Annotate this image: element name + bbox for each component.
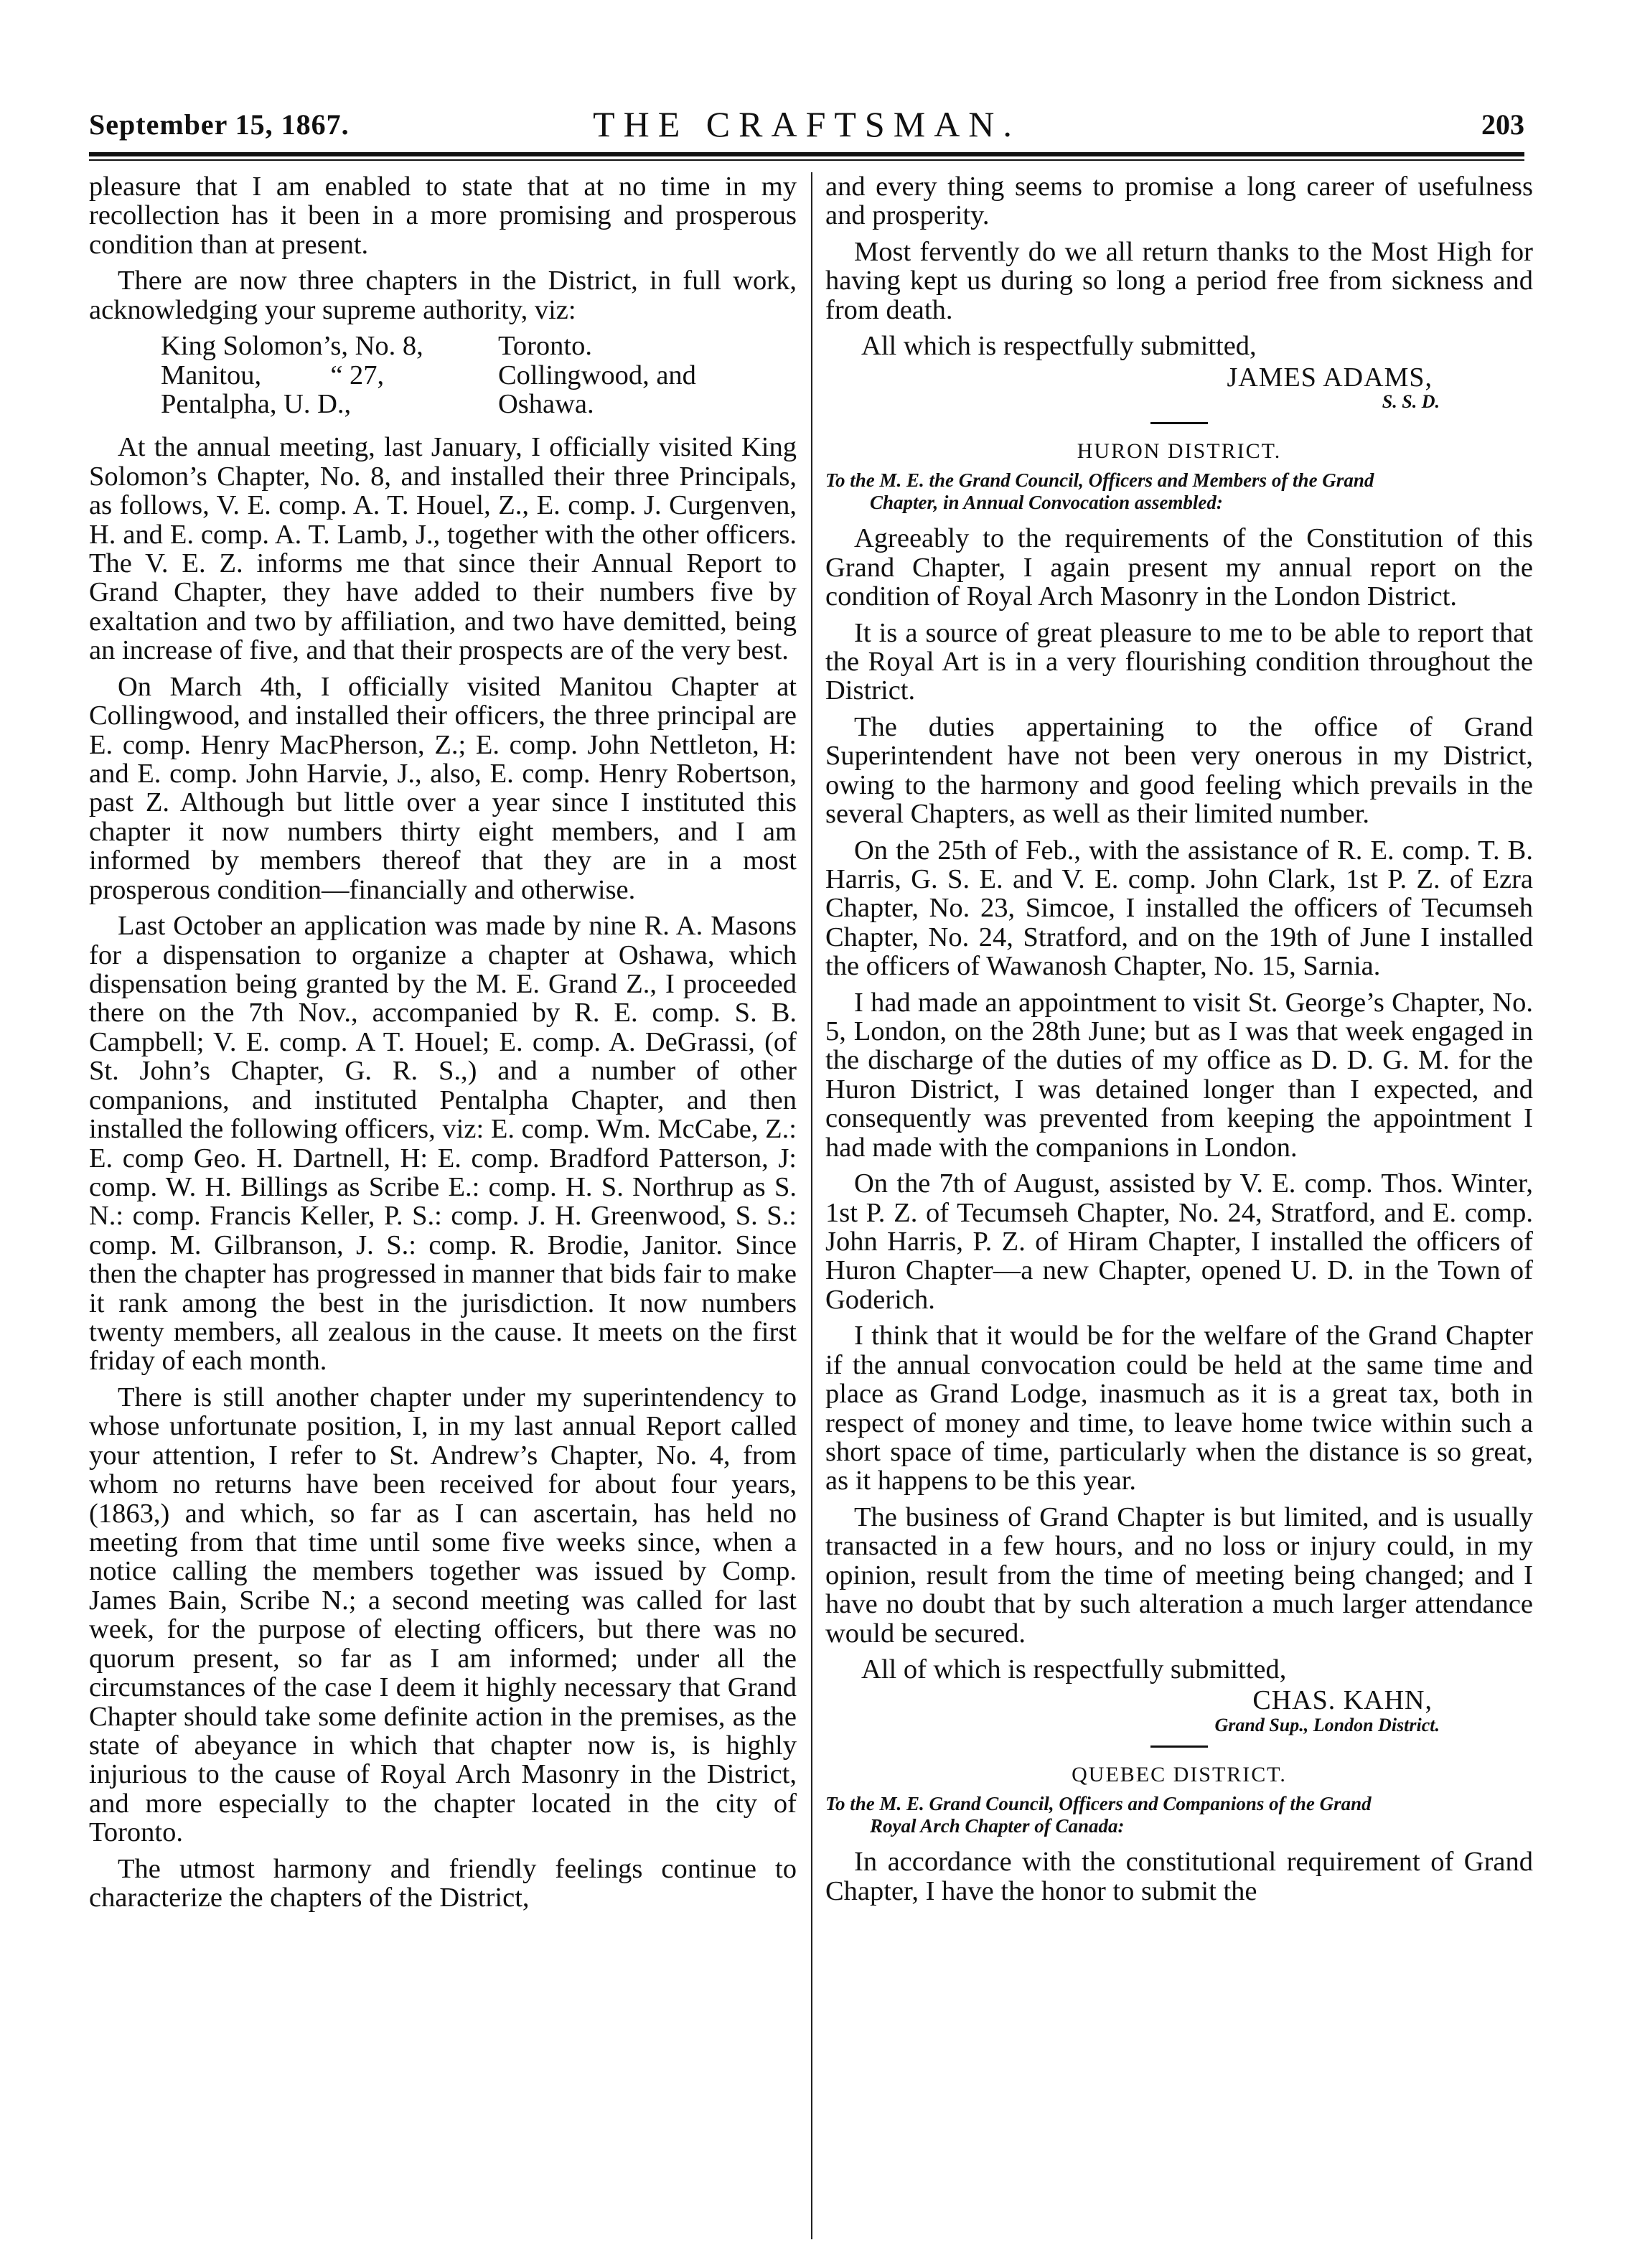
chapter-location: Oshawa. bbox=[498, 388, 594, 419]
section-divider bbox=[1150, 1745, 1208, 1748]
paragraph: There is still another chapter under my superintendency to whose unfortunate position, I, in my last annual Report called your attention, I refer to St. Andrew’s Chapter, No. 4, from whom no returns have been received for about four years, (1863,) and which, so far as I can ascertain, has held no meeting from that time until some five weeks since, when a notice calling the members together was issued by Comp. James Bain, Scribe N.; a second meeting was called for last week, for the purpose of electing officers, but there was no quorum present, so far as I am informed; under all the circumstances of the case I deem it highly necessary that Grand Chapter should take some definite action in the premises, as the state of abeyance in which that chapter now is, is highly injurious to the cause of Royal Arch Masonry in the District, and more especially to the chapter located in the city of Toronto. bbox=[89, 1382, 797, 1848]
signature-block bbox=[825, 332, 1533, 412]
paragraph: In accordance with the constitutional requirement of Grand Chapter, I have the honor to submit the bbox=[825, 1847, 1533, 1906]
chapter-name: Pentalpha, U. D., bbox=[161, 388, 352, 419]
address-line bbox=[825, 1793, 1533, 1837]
section-heading: HURON DISTRICT. bbox=[1077, 439, 1282, 463]
chapter-location: Toronto. bbox=[498, 331, 592, 362]
chapter-name: King Solomon’s, No. 8, bbox=[161, 331, 423, 362]
left-column bbox=[89, 172, 797, 1919]
paragraph: Last October an application was made by nine R. A. Masons for a dispensation to organize a chapter at Oshawa, which dispensation being granted by the M. E. Grand Z., I proceeded there on the 7th Nov., accompanied by R. E. comp. S. B. Campbell; V. E. comp. A T. Houel; E. comp. A. DeGrassi, (of St. John’s Chapter, G. R. S.,) and a number of other companions, and instituted Pentalpha Chapter, and then installed the following officers, viz: E. comp. Wm. McCabe, Z.: E. comp Geo. H. Dartnell, H: E. comp. Bradford Patterson, J: comp. W. H. Billings as Scribe E.: comp. H. S. Northrup as S. N.: comp. Francis Keller, P. S.: comp. J. H. Greenwood, S. S.: comp. M. Gilbranson, J. S.: comp. R. Brodie, Janitor. Since then the chapter has progressed in manner that bids fair to make it rank among the best in the jurisdiction. It now numbers twenty members, all zealous in the cause. It meets on the first friday of each month. bbox=[89, 911, 797, 1377]
paragraph: and every thing seems to promise a long career of usefulness and prosperity. bbox=[825, 172, 1533, 231]
paragraph: On the 7th of August, assisted by V. E. comp. Thos. Winter, 1st P. Z. of Tecumseh Chapter, No. 24, Stratford, and E. comp. John Harris, P. Z. of Hiram Chapter, I installed the officers of Huron Chapter—a new Chapter, opened U. D. in the Town of Goderich. bbox=[825, 1168, 1533, 1315]
paragraph: The duties appertaining to the office of Grand Superintendent have not been very onerous in my District, owing to the harmony and good feeling which prevails in the several Chapters, as well as their limited number. bbox=[825, 711, 1533, 830]
signatory-title: S. S. D. bbox=[1382, 391, 1440, 413]
chapter-location: Collingwood, and bbox=[498, 360, 696, 390]
list-item bbox=[161, 332, 797, 360]
paragraph: On the 25th of Feb., with the assistance of R. E. comp. T. B. Harris, G. S. E. and V. E. comp. John Clark, 1st P. Z. of Ezra Chapter, No. 23, Simcoe, I installed the officers of Tecumseh Chapter, No. 24, Stratford, and on the 19th of June I installed the officers of Wawanosh Chapter, No. 15, Sarnia. bbox=[825, 835, 1533, 982]
page-header bbox=[89, 104, 1524, 151]
paragraph: It is a source of great pleasure to me to be able to report that the Royal Art is in a very flourishing condition throughout the District. bbox=[825, 617, 1533, 706]
header-date: September 15, 1867. bbox=[89, 108, 350, 141]
header-rule bbox=[89, 152, 1524, 156]
signatory-title: Grand Sup., London District. bbox=[1214, 1715, 1440, 1736]
chapter-list bbox=[161, 332, 797, 418]
address-line-2: Chapter, in Annual Convocation assembled: bbox=[870, 492, 1223, 514]
chapter-name: Manitou, “ 27, bbox=[161, 360, 385, 390]
paragraph: There are now three chapters in the District, in full work, acknowledging your supreme authority, viz: bbox=[89, 266, 797, 325]
signatory-name: JAMES ADAMS, bbox=[1227, 362, 1433, 393]
section-divider bbox=[1150, 422, 1208, 424]
paragraph: Agreeably to the requirements of the Constitution of this Grand Chapter, I again present my annual report on the condition of Royal Arch Masonry in the London District. bbox=[825, 523, 1533, 612]
paragraph: Most fervently do we all return thanks to the Most High for having kept us during so long a period free from sickness and from death. bbox=[825, 236, 1533, 325]
list-item bbox=[161, 361, 797, 390]
list-item bbox=[161, 390, 797, 418]
paragraph: The business of Grand Chapter is but limited, and is usually transacted in a few hours, and no loss or injury could, in my opinion, result from the time of meeting being changed; and I have no doubt that by such alteration a much larger attendance would be secured. bbox=[825, 1501, 1533, 1649]
masthead-title: THE CRAFTSMAN. bbox=[593, 104, 1021, 144]
paragraph: On March 4th, I officially visited Manitou Chapter at Collingwood, and installed their officers, the three principal are E. comp. Henry MacPherson, Z.; E. comp. John Nettleton, H: and E. comp. John Harvie, J., also, E. comp. Henry Robertson, past Z. Although but little over a year since I instituted this chapter it now numbers thirty eight members, and I am informed by members thereof that they are in a most prosperous condition—financially and otherwise. bbox=[89, 671, 797, 905]
right-column bbox=[825, 172, 1533, 1913]
submitted-line: All which is respectfully submitted, bbox=[861, 331, 1257, 362]
header-rule-thin bbox=[89, 159, 1524, 161]
paragraph: I think that it would be for the welfare of the Grand Chapter if the annual convocation could be held at the same time and place as Grand Lodge, inasmuch as it is a great tax, both in respect of money and time, to leave home twice within such a short space of time, particularly when the distance is so great, as it happens to be this year. bbox=[825, 1321, 1533, 1496]
address-line bbox=[825, 469, 1533, 514]
address-line-2: Royal Arch Chapter of Canada: bbox=[870, 1815, 1125, 1837]
signatory-name: CHAS. KAHN, bbox=[1252, 1685, 1433, 1716]
page-number: 203 bbox=[1481, 108, 1524, 141]
column-divider bbox=[811, 172, 812, 2239]
paragraph: pleasure that I am enabled to state that at no time in my recollection has it been in a more promising and prosperous condition than at present. bbox=[89, 172, 797, 260]
address-line-1: To the M. E. Grand Council, Officers and Companions of the Grand bbox=[825, 1793, 1372, 1815]
address-line-1: To the M. E. the Grand Council, Officers and Members of the Grand bbox=[825, 469, 1374, 492]
paragraph: I had made an appointment to visit St. George’s Chapter, No. 5, London, on the 28th June; but as I was that week engaged in the discharge of the duties of my office as D. D. G. M. for the Huron District, I was detained longer than I expected, and consequently was prevented from keeping the appointment I had made with the companions in London. bbox=[825, 987, 1533, 1163]
section-heading: QUEBEC DISTRICT. bbox=[1072, 1762, 1287, 1786]
paragraph: At the annual meeting, last January, I officially visited King Solomon’s Chapter, No. 8, and installed their three Principals, as follows, V. E. comp. A. T. Houel, Z., E. comp. J. Curgenven, H. and E. comp. A. T. Lamb, J., together with the other officers. The V. E. Z. informs me that since their Annual Report to Grand Chapter, they have added to their numbers five by exaltation and two by affiliation, and two have demitted, being an increase of five, and that their prospects are of the very best. bbox=[89, 432, 797, 666]
paragraph: The utmost harmony and friendly feelings continue to characterize the chapters of the District, bbox=[89, 1853, 797, 1913]
submitted-line: All of which is respectfully submitted, bbox=[861, 1654, 1287, 1684]
signature-block bbox=[825, 1655, 1533, 1735]
